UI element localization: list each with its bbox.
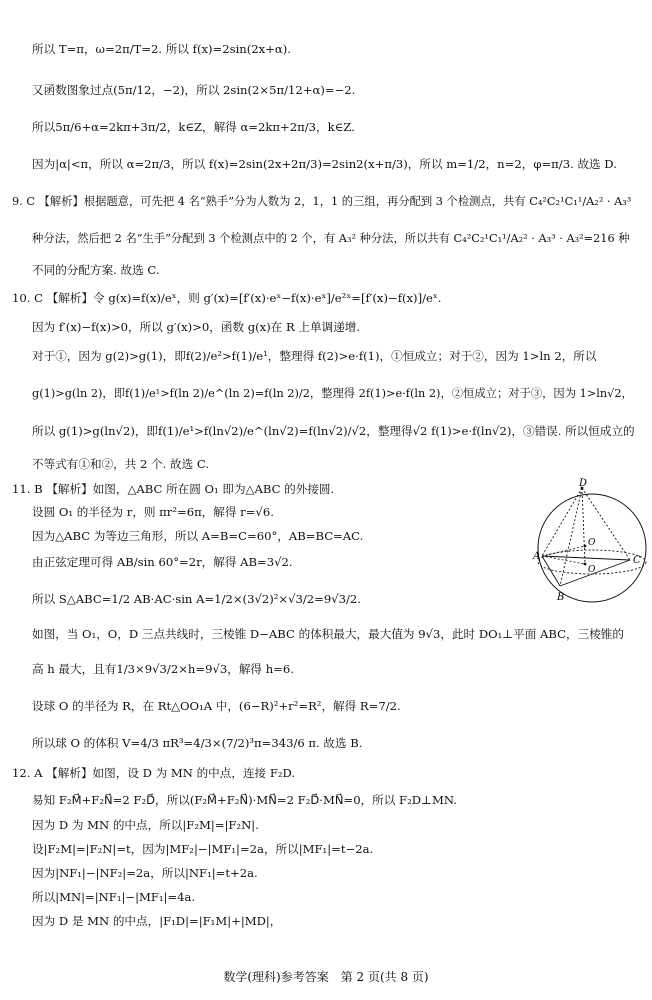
- line-text: 种分法，然后把 2 名“生手”分配到 3 个检测点中的 2 个，有 A₃² 种分法，所以共有 C₄²C₂¹C₁¹/A₂² · A₃³ · A₃²=216 种: [32, 232, 630, 246]
- line-text: 10. C 【解析】令 g(x)=f(x)/eˣ，则 g′(x)=[f′(x)·eˣ−f(x)·eˣ]/e²ˣ=[f′(x)−f(x)]/eˣ.: [12, 291, 442, 306]
- line-text: 对于①，因为 g(2)>g(1)，即f(2)/e²>f(1)/e¹，整理得 f(2)>e·f(1)，①恒成立；对于②，因为 1>ln 2，所以: [32, 349, 597, 364]
- label-o: O: [588, 538, 596, 548]
- segment-do1: [582, 488, 585, 564]
- text-line: [0, 113, 652, 143]
- label-a: A: [533, 551, 541, 562]
- label-c: C: [633, 555, 641, 566]
- line-text: 所以球 O 的体积 V=4/3 πR³=4/3×(7/2)³π=343/6 π. 故选 B.: [32, 736, 363, 751]
- text-line: [0, 256, 652, 286]
- label-b: B: [557, 592, 565, 603]
- page-footer: 数学(理科)参考答案 第 2 页(共 8 页): [223, 970, 429, 984]
- label-d: D: [579, 478, 588, 489]
- edge-da: [542, 488, 582, 556]
- line-text: 如图，当 O₁，O，D 三点共线时，三棱锥 D−ABC 的体积最大，最大值为 9√3，此时 DO₁⊥平面 ABC，三棱锥的: [32, 627, 624, 642]
- line-text: 因为|α|<π，所以 α=2π/3，所以 f(x)=2sin(2x+2π/3)=2sin2(x+π/3)，所以 m=1/2，n=2，φ=π/3. 故选 D.: [32, 157, 617, 172]
- text-line: [0, 907, 652, 937]
- line-text: 所以|MN|=|NF₁|−|MF₁|=4a.: [32, 890, 196, 905]
- line-text: 12. A 【解析】如图，设 D 为 MN 的中点，连接 F₂D.: [12, 766, 296, 781]
- line-text: 易知 F₂M⃗+F₂N⃗=2 F₂D⃗，所以(F₂M⃗+F₂N⃗)·MN⃗=2 F₂D⃗·MN⃗=0，所以 F₂D⊥MN.: [32, 793, 457, 808]
- sphere-outline: [538, 494, 646, 602]
- text-line: [0, 417, 652, 447]
- line-text: 因为 D 为 MN 的中点，所以|F₂M|=|F₂N|.: [32, 818, 259, 833]
- line-text: 因为|NF₁|−|NF₂|=2a，所以|NF₁|=t+2a.: [32, 866, 258, 881]
- line-text: 因为 D 是 MN 的中点，|F₁D|=|F₁M|+|MD|，: [32, 914, 282, 929]
- text-line: [0, 585, 530, 615]
- text-line: [0, 284, 652, 314]
- line-text: 由正弦定理可得 AB/sin 60°=2r，解得 AB=3√2.: [32, 555, 293, 570]
- line-text: 不等式有①和②，共 2 个. 故选 C.: [32, 457, 210, 472]
- line-text: 因为△ABC 为等边三角形，所以 A=B=C=60°，AB=BC=AC.: [32, 529, 364, 544]
- edge-dc: [582, 488, 630, 560]
- label-o1: O: [588, 565, 596, 575]
- line-text: 所以 g(1)>g(ln√2)，即f(1)/e¹>f(ln√2)/e^(ln√2)=f(ln√2)/√2，整理得√2 f(1)>e·f(ln√2)，③错误. 所以恒成立的: [32, 424, 635, 439]
- text-line: [0, 759, 652, 789]
- text-line: [0, 655, 652, 685]
- segment-ao: [542, 546, 585, 556]
- text-line: [0, 379, 652, 409]
- edge-ab: [542, 556, 560, 586]
- line-text: 所以 T=π，ω=2π/T=2. 所以 f(x)=2sin(2x+α).: [32, 42, 291, 57]
- line-text: 高 h 最大，且有1/3×9√3/2×h=9√3，解得 h=6.: [32, 662, 294, 677]
- line-text: 所以5π/6+α=2kπ+3π/2，k∈Z，解得 α=2kπ+2π/3，k∈Z.: [32, 120, 355, 135]
- line-text: g(1)>g(ln 2)，即f(1)/e¹>f(ln 2)/e^(ln 2)=f(ln 2)/2，整理得 2f(1)>e·f(ln 2)，②恒成立；对于③，因为 1>ln√2，: [32, 387, 633, 401]
- edge-ac: [542, 556, 630, 560]
- text-line: [0, 224, 652, 254]
- text-line: [0, 76, 652, 106]
- line-text: 不同的分配方案. 故选 C.: [32, 263, 160, 278]
- line-text: 因为 f′(x)−f(x)>0，所以 g′(x)>0，函数 g(x)在 R 上单调递增.: [32, 320, 361, 335]
- text-line: [0, 548, 530, 578]
- text-line: [0, 35, 652, 65]
- text-line: [0, 150, 652, 180]
- line-text: 设圆 O₁ 的半径为 r，则 πr²=6π，解得 r=√6.: [32, 505, 274, 520]
- text-line: [0, 692, 652, 722]
- text-line: [0, 620, 652, 650]
- line-text: 11. B 【解析】如图，△ABC 所在圆 O₁ 即为△ABC 的外接圆.: [12, 482, 335, 497]
- line-text: 9. C 【解析】根据题意，可先把 4 名“熟手”分为人数为 2，1，1 的三组，再分配到 3 个检测点，共有 C₄²C₂¹C₁¹/A₂² · A₃³: [12, 195, 632, 209]
- point-o: [584, 545, 587, 548]
- line-text: 又函数图象过点(5π/12，−2)，所以 2sin(2×5π/12+α)=−2.: [32, 83, 356, 98]
- line-text: 所以 S△ABC=1/2 AB·AC·sin A=1/2×(3√2)²×√3/2=9√3/2.: [32, 592, 361, 607]
- text-line: [0, 729, 652, 759]
- text-line: [0, 342, 652, 372]
- line-text: 设球 O 的半径为 R，在 Rt△OO₁A 中，(6−R)²+r²=R²，解得 R=7/2.: [32, 699, 401, 714]
- text-line: [0, 313, 652, 343]
- point-o1: [584, 563, 587, 566]
- text-line: [0, 187, 652, 217]
- line-text: 设|F₂M|=|F₂N|=t，因为|MF₂|−|MF₁|=2a，所以|MF₁|=t−2a.: [32, 842, 374, 857]
- sphere-tetrahedron-figure: [530, 476, 652, 608]
